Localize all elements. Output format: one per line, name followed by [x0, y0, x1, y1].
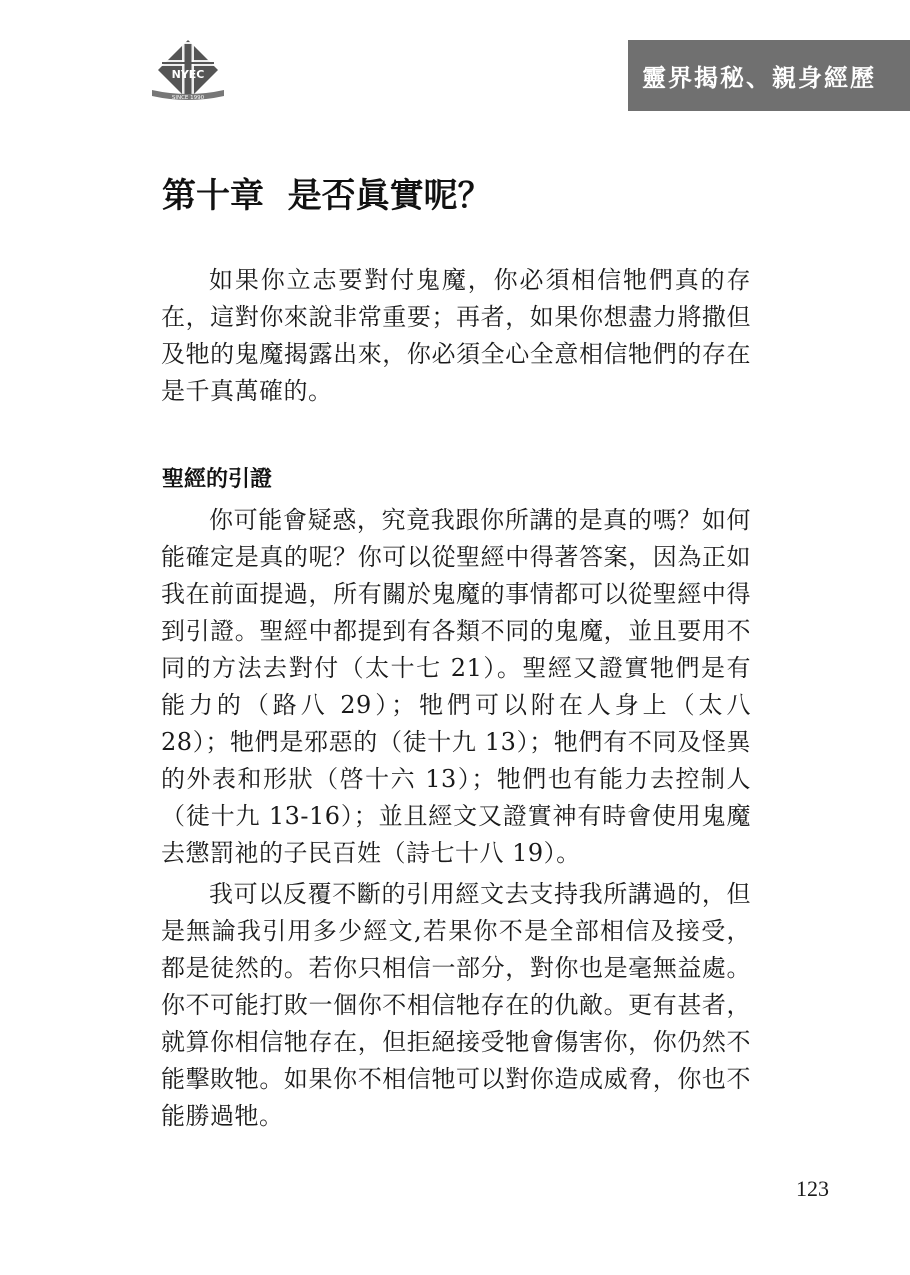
page-number: 123: [796, 1176, 829, 1201]
body-paragraph: 你可能會疑惑，究竟我跟你所講的是真的嗎？如何能確定是真的呢？你可以從聖經中得著答案，因為正如我在前面提過，所有關於鬼魔的事情都可以從聖經中得到引證。聖經中都提到有各類不同的鬼魔，並且要用不同的方法去對付（太十七 21）。聖經又證實牠們是有能力的（路八 29）；牠們可以附在人身上（太八 28）；牠們是邪惡的（徒十九 13）；牠們有不同及怪異的外表和形狀（啓十六 13）；牠們也有能力去控制人（徒十九 13-16）；並且經文又證實神有時會使用鬼魔去懲罰祂的子民百姓（詩七十八 19）。: [161, 506, 751, 867]
chapter-title: 第十章 是否眞實呢？: [162, 176, 492, 216]
section-header-tab: 靈界揭秘、親身經歷: [628, 40, 910, 111]
nyec-church-logo-icon: [148, 38, 228, 110]
logo-subtext: SINCE 1990: [171, 95, 205, 101]
body-paragraph: 我可以反覆不斷的引用經文去支持我所講過的，但是無論我引用多少經文,若果你不是全部相信及接受，都是徒然的。若你只相信一部分，對你也是毫無益處。你不可能打敗一個你不相信牠存在的仇敵。更有甚者，就算你相信牠存在，但拒絕接受牠會傷害你，你仍然不能擊敗牠。如果你不相信牠可以對你造成威脅，你也不能勝過牠。: [161, 880, 751, 1130]
logo-text: NYEC: [171, 68, 205, 81]
body-paragraph: 如果你立志要對付鬼魔，你必須相信牠們真的存在，這對你來說非常重要；再者，如果你想盡力將撒但及牠的鬼魔揭露出來，你必須全心全意相信牠們的存在是千真萬確的。: [161, 266, 751, 405]
section-heading: 聖經的引證: [162, 467, 273, 492]
